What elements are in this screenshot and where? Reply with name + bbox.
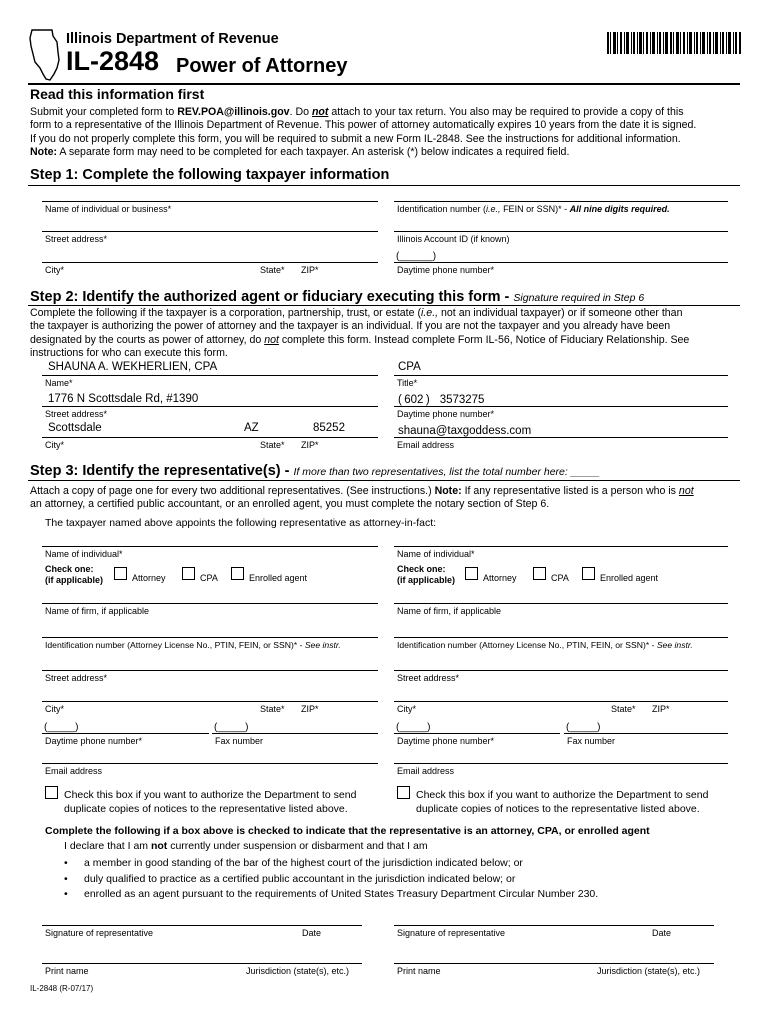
intro-heading: Read this information first (30, 86, 205, 102)
rep1-name-label: Name of individual* (45, 549, 123, 559)
rep1-street-field[interactable] (42, 670, 378, 671)
agent-name-value[interactable]: SHAUNA A. WEKHERLIEN, CPA (48, 361, 218, 373)
rep1-state-label: State* (260, 704, 285, 714)
rep2-street-field[interactable] (394, 670, 728, 671)
account-id-field[interactable] (394, 231, 728, 232)
rep2-enrolled-label: Enrolled agent (600, 573, 659, 583)
agent-email-value[interactable]: shauna@taxgoddess.com (398, 425, 532, 437)
agent-state-label: State* (260, 440, 285, 450)
rep1-attorney-label: Attorney (132, 573, 166, 583)
rep1-check-one: Check one: (45, 564, 94, 574)
form-title: Power of Attorney (176, 55, 348, 77)
rep1-idnum-label: Identification number (Attorney License No., PTIN, FEIN, or SSN)* - See instr. (45, 640, 341, 650)
barcode (607, 32, 741, 54)
declaration-heading: Complete the following if a box above is checked to indicate that the representative is an attorney, CPA, or enrolled agent (45, 825, 650, 837)
form-revision: IL-2848 (R-07/17) (30, 984, 94, 993)
rep1-street-label: Street address* (45, 673, 108, 683)
rep1-phone-area: (_____) (44, 722, 79, 733)
rep1-firm-label: Name of firm, if applicable (45, 606, 150, 616)
rep2-if-applicable: (if applicable) (397, 575, 456, 585)
rep2-attorney-label: Attorney (483, 573, 517, 583)
bullet-enrolled-agent: • enrolled as an agent pursuant to the requirements of United States Treasury Department Circular Number 230. (64, 888, 599, 900)
agent-state-value[interactable]: AZ (244, 422, 259, 434)
rep2-street-label: Street address* (397, 673, 460, 683)
rep2-print-field[interactable] (394, 963, 714, 964)
rep1-email-label: Email address (45, 766, 103, 776)
rep1-signature-label: Signature of representative (45, 928, 154, 938)
taxpayer-phone-field[interactable] (394, 262, 728, 263)
taxpayer-street-field[interactable] (42, 231, 378, 232)
rep2-city-field[interactable] (394, 701, 728, 702)
step2-instructions: Complete the following if the taxpayer is a corporation, partnership, trust, or estate (i.e., not an individual taxpayer) or if someone other than the taxpayer is authorizing the power of attorney and the taxpayer is an individual. If you are not the taxpayer and you already have been designated by the courts as power of attorney, do not complete this form. Instead complete Form IL-56, Notice of Fiduciary Relationship. See instructions for who can execute this form. (30, 307, 690, 359)
rep1-jurisdiction-label: Jurisdiction (state(s), etc.) (246, 966, 350, 976)
rep1-cpa-label: CPA (200, 573, 218, 583)
rep2-name-label: Name of individual* (397, 549, 475, 559)
taxpayer-city-field[interactable] (42, 262, 378, 263)
taxpayer-id-field[interactable] (394, 201, 728, 202)
rep2-phone-label: Daytime phone number* (397, 736, 495, 746)
rep2-signature-label: Signature of representative (397, 928, 506, 938)
rep1-duplicate-checkbox[interactable] (45, 786, 58, 799)
rep2-cpa-checkbox[interactable] (533, 567, 546, 580)
rep1-date-label: Date (302, 928, 322, 938)
rep1-name-field[interactable] (42, 546, 378, 547)
taxpayer-name-label: Name of individual or business* (45, 204, 172, 214)
rep1-phone-label: Daytime phone number* (45, 736, 143, 746)
rep2-cpa-label: CPA (551, 573, 569, 583)
rep1-city-field[interactable] (42, 701, 378, 702)
taxpayer-id-label: Identification number (i.e., FEIN or SSN)* - All nine digits required. (397, 204, 670, 214)
taxpayer-phone-label: Daytime phone number* (397, 265, 495, 275)
rep1-print-label: Print name (45, 966, 89, 976)
rep1-if-applicable: (if applicable) (45, 575, 104, 585)
agent-title-label: Title* (397, 378, 418, 388)
rep2-email-label: Email address (397, 766, 455, 776)
rep2-fax-label: Fax number (567, 736, 616, 746)
account-id-label: Illinois Account ID (if known) (397, 234, 510, 244)
rep2-print-label: Print name (397, 966, 441, 976)
agent-street-value[interactable]: 1776 N Scottsdale Rd, #1390 (48, 393, 199, 405)
rep2-email-field[interactable] (394, 763, 728, 764)
rep1-print-field[interactable] (42, 963, 362, 964)
rep2-fax-area: (_____) (566, 722, 601, 733)
appoints-text: The taxpayer named above appoints the following representative as attorney-in-fact: (45, 517, 437, 529)
rep2-enrolled-checkbox[interactable] (582, 567, 595, 580)
rep1-enrolled-label: Enrolled agent (249, 573, 308, 583)
rep2-date-label: Date (652, 928, 672, 938)
rep1-city-label: City* (45, 704, 65, 714)
rep1-firm-field[interactable] (42, 603, 378, 604)
rep1-signature-field[interactable] (42, 925, 362, 926)
rep1-zip-label: ZIP* (301, 704, 319, 714)
rep1-fax-field[interactable] (212, 733, 378, 734)
header-rule (28, 83, 740, 85)
rep2-state-label: State* (611, 704, 636, 714)
rep1-attorney-checkbox[interactable] (114, 567, 127, 580)
agent-city-label: City* (45, 440, 65, 450)
rep1-enrolled-checkbox[interactable] (231, 567, 244, 580)
rep2-firm-label: Name of firm, if applicable (397, 606, 502, 616)
step3-instructions: Attach a copy of page one for every two additional representatives. (See instructions.) Note: If any representative listed is a person who is not an attorney, a certified public accountant, or an enrolled agent, you must complete the notary section of Step 6. (30, 485, 694, 511)
rep1-fax-area: (_____) (214, 722, 249, 733)
taxpayer-area-code: (______) (396, 251, 437, 262)
agent-email-label: Email address (397, 440, 455, 450)
taxpayer-city-label: City* (45, 265, 65, 275)
agent-zip-label: ZIP* (301, 440, 319, 450)
rep2-jurisdiction-label: Jurisdiction (state(s), etc.) (597, 966, 701, 976)
rep1-idnum-field[interactable] (42, 637, 378, 638)
bullet-cpa: • duly qualified to practice as a certified public accountant in the jurisdiction indicated below; or (64, 872, 516, 885)
rep2-name-field[interactable] (394, 546, 728, 547)
taxpayer-zip-label: ZIP* (301, 265, 319, 275)
submission-email: REV.POA@illinois.gov (177, 106, 290, 118)
agent-city-value[interactable]: Scottsdale (48, 422, 102, 434)
rep2-signature-field[interactable] (394, 925, 714, 926)
rep1-duplicate-text: Check this box if you want to authorize the Department to send duplicate copies of notices to the representative listed above. (64, 789, 357, 815)
rep2-idnum-field[interactable] (394, 637, 728, 638)
bullet-bar-member: • a member in good standing of the bar of the highest court of the jurisdiction indicated below; or (64, 857, 523, 869)
rep2-firm-field[interactable] (394, 603, 728, 604)
declaration-text: I declare that I am not currently under suspension or disbarment and that I am (64, 840, 428, 852)
rep2-city-label: City* (397, 704, 417, 714)
rep1-fax-label: Fax number (215, 736, 264, 746)
form-number: IL-2848 (66, 46, 160, 76)
agent-title-value[interactable]: CPA (398, 361, 421, 373)
agent-name-label: Name* (45, 378, 73, 388)
agent-area-code: 602 (404, 394, 424, 406)
taxpayer-state-label: State* (260, 265, 285, 275)
agent-phone-label: Daytime phone number* (397, 409, 495, 419)
rep2-attorney-checkbox[interactable] (465, 567, 478, 580)
rep1-cpa-checkbox[interactable] (182, 567, 195, 580)
rep2-check-one: Check one: (397, 564, 446, 574)
rep2-idnum-label: Identification number (Attorney License No., PTIN, FEIN, or SSN)* - See instr. (397, 640, 693, 650)
rep2-duplicate-text: Check this box if you want to authorize the Department to send duplicate copies of notices to the representative listed above. (416, 789, 709, 815)
rep2-zip-label: ZIP* (652, 704, 670, 714)
step1-heading: Step 1: Complete the following taxpayer information (30, 167, 390, 183)
rep2-fax-field[interactable] (564, 733, 728, 734)
rep1-phone-field[interactable] (42, 733, 209, 734)
rep2-duplicate-checkbox[interactable] (397, 786, 410, 799)
rep1-email-field[interactable] (42, 763, 378, 764)
intro-text: Submit your completed form to REV.POA@illinois.gov. Do not attach to your tax return. You also may be required to provide a copy of this form to a representative of the Illinois Department of Revenue. This power of attorney automatically expires 10 years from the date it is signed. If you do not properly complete this form, you will be required to submit a new Form IL-2848. See the instructions for additional information. Note: A separate form may need to be completed for each taxpayer. An asterisk (*) below indicates a required field. (30, 106, 697, 158)
taxpayer-name-field[interactable] (42, 201, 378, 202)
agent-phone-value[interactable]: ( 602 ) 3573275 (398, 394, 485, 406)
rep2-phone-field[interactable] (394, 733, 560, 734)
step3-heading: Step 3: Identify the representative(s) - If more than two representatives, list the total number here: _____ (30, 463, 600, 479)
step2-heading: Step 2: Identify the authorized agent or fiduciary executing this form - Signature required in Step 6 (30, 289, 645, 305)
agency-name: Illinois Department of Revenue (66, 31, 279, 47)
rep2-phone-area: (_____) (396, 722, 431, 733)
agent-zip-value[interactable]: 85252 (313, 422, 345, 434)
agent-street-label: Street address* (45, 409, 108, 419)
taxpayer-street-label: Street address* (45, 234, 108, 244)
illinois-state-logo (28, 28, 62, 82)
declaration-bullets (64, 856, 598, 903)
